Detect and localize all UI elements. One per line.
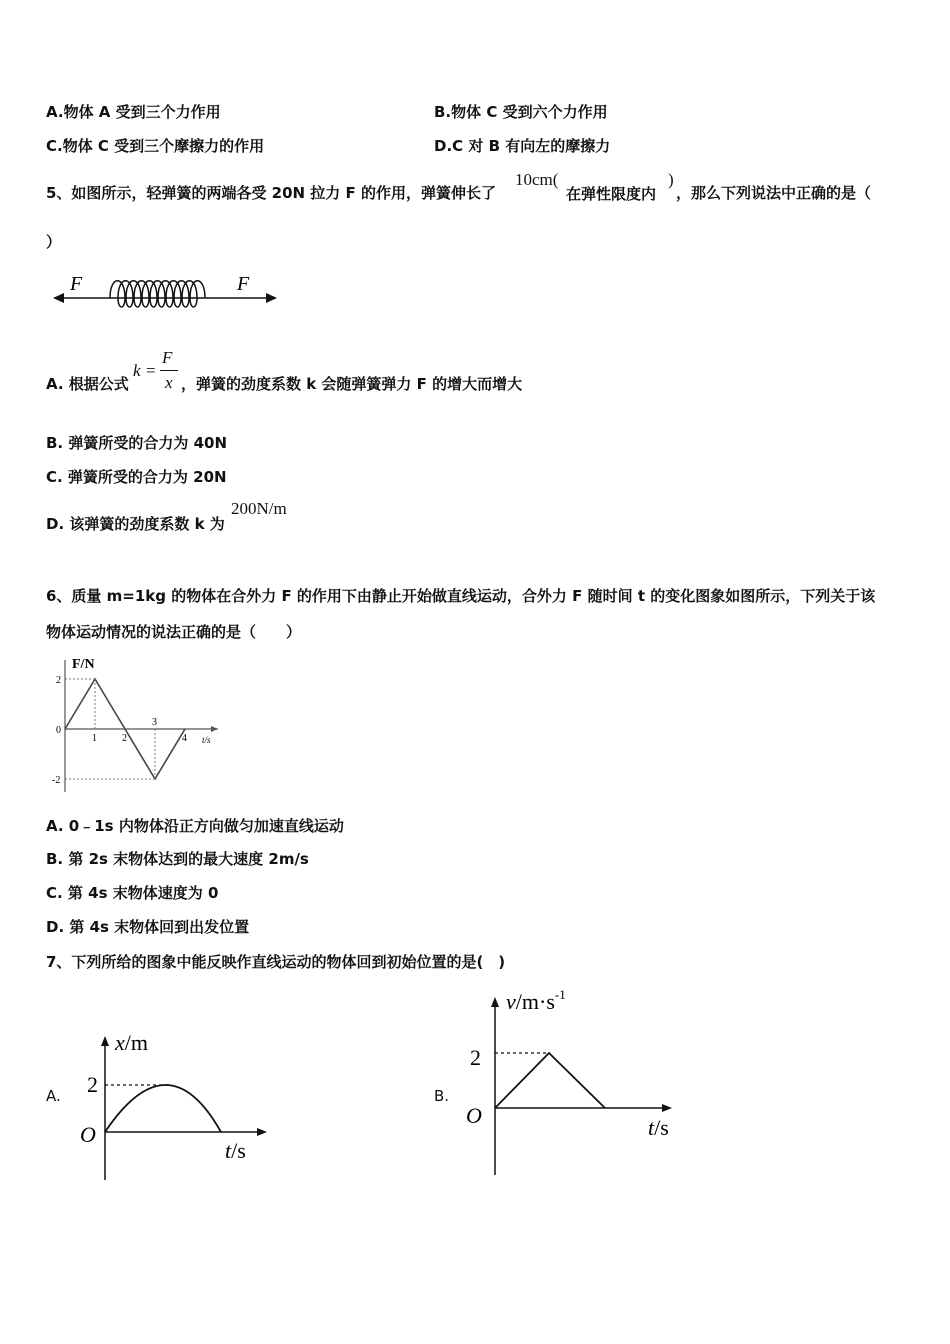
q4-option-a: A.物体 A 受到三个力作用 — [46, 103, 221, 121]
q7-label-b: B. — [434, 1087, 450, 1105]
ft-y-tick-label: 2 — [56, 675, 61, 686]
q5-stem-close: ) — [668, 170, 674, 189]
q5-stem-value: 10cm( — [515, 170, 559, 189]
q5-option-d-prefix: D. 该弹簧的劲度系数 k 为 — [46, 515, 225, 533]
left-arrowhead — [53, 293, 64, 303]
graph-a-x-arrow — [257, 1128, 267, 1136]
formula-fraction-bar — [160, 370, 178, 371]
q6-option-a: A. 0﹣1s 内物体沿正方向做匀加速直线运动 — [46, 817, 344, 835]
graph-a-y-arrow — [101, 1036, 109, 1046]
q5-stem-start: 5、如图所示，轻弹簧的两端各受 20N 拉力 F 的作用，弹簧伸长了 — [46, 184, 497, 202]
spring-coils — [110, 281, 205, 307]
q7-label-a: A. — [46, 1087, 61, 1105]
q6-option-b: B. 第 2s 末物体达到的最大速度 2m/s — [46, 850, 309, 868]
graph-a-curve — [105, 1085, 221, 1132]
graph-a-origin: O — [80, 1122, 96, 1147]
q5-option-b: B. 弹簧所受的合力为 40N — [46, 434, 228, 452]
ft-y-label: F/N — [72, 657, 95, 672]
spring-figure — [50, 270, 280, 320]
q5-stem-after: ，那么下列说法中正确的是（ — [676, 184, 872, 202]
q4-option-d: D.C 对 B 有向左的摩擦力 — [434, 137, 611, 155]
force-time-chart — [50, 652, 230, 797]
ft-x-tick-label: 2 — [122, 733, 127, 744]
graph-b-origin: O — [466, 1103, 482, 1128]
graph-b-tick-2: 2 — [470, 1045, 481, 1070]
spring-label-right: F — [237, 273, 250, 295]
ft-x-label: t/s — [202, 735, 211, 745]
q5-option-c: C. 弹簧所受的合力为 20N — [46, 468, 227, 486]
spring-label-left: F — [70, 273, 83, 295]
q5-stem-inner: 在弹性限度内 — [566, 185, 657, 203]
q6-stem-line2: 物体运动情况的说法正确的是（ ） — [46, 623, 302, 641]
formula-equals: = — [146, 361, 156, 380]
ft-x-tick-label: 3 — [152, 717, 157, 728]
graph-a-position-time — [75, 1030, 275, 1190]
graph-b-x-arrow — [662, 1104, 672, 1112]
graph-b-x-label: t/s — [648, 1115, 669, 1140]
graph-a-y-label: x/m — [115, 1030, 148, 1055]
ft-x-tick-label: 4 — [182, 733, 187, 744]
ft-y-tick-label: 0 — [56, 725, 61, 736]
graph-b-velocity-time — [460, 985, 690, 1185]
q5-option-d-value: 200N/m — [231, 499, 287, 518]
q6-option-d: D. 第 4s 末物体回到出发位置 — [46, 918, 250, 936]
q6-stem-line1: 6、质量 m=1kg 的物体在合外力 F 的作用下由静止开始做直线运动，合外力 F 随时间 t 的变化图象如图所示，下列关于该 — [46, 587, 876, 605]
q7-stem: 7、下列所给的图象中能反映作直线运动的物体回到初始位置的是( ) — [46, 953, 506, 971]
ft-y-tick-label: -2 — [52, 775, 61, 786]
right-arrowhead — [266, 293, 277, 303]
graph-b-y-label: $v/m\cdot s^{-1}$ — [506, 987, 566, 1014]
graph-b-y-arrow — [491, 997, 499, 1007]
ft-x-tick-label: 1 — [92, 733, 97, 744]
graph-a-x-label: t/s — [225, 1138, 246, 1163]
graph-a-tick-2: 2 — [87, 1072, 98, 1097]
q4-option-b: B.物体 C 受到六个力作用 — [434, 103, 608, 121]
q5-stem-end: ） — [46, 233, 62, 251]
q5-option-a-prefix: A. 根据公式 — [46, 375, 129, 393]
q4-option-c: C.物体 C 受到三个摩擦力的作用 — [46, 137, 265, 155]
formula-denominator: x — [165, 373, 173, 392]
ft-x-arrow — [211, 726, 218, 732]
q5-option-a-suffix: ，弹簧的劲度系数 k 会随弹簧弹力 F 的增大而增大 — [181, 375, 523, 393]
q6-option-c: C. 第 4s 末物体速度为 0 — [46, 884, 219, 902]
formula-k: k — [133, 361, 141, 380]
graph-b-line — [495, 1053, 605, 1108]
formula-numerator: F — [162, 348, 173, 367]
